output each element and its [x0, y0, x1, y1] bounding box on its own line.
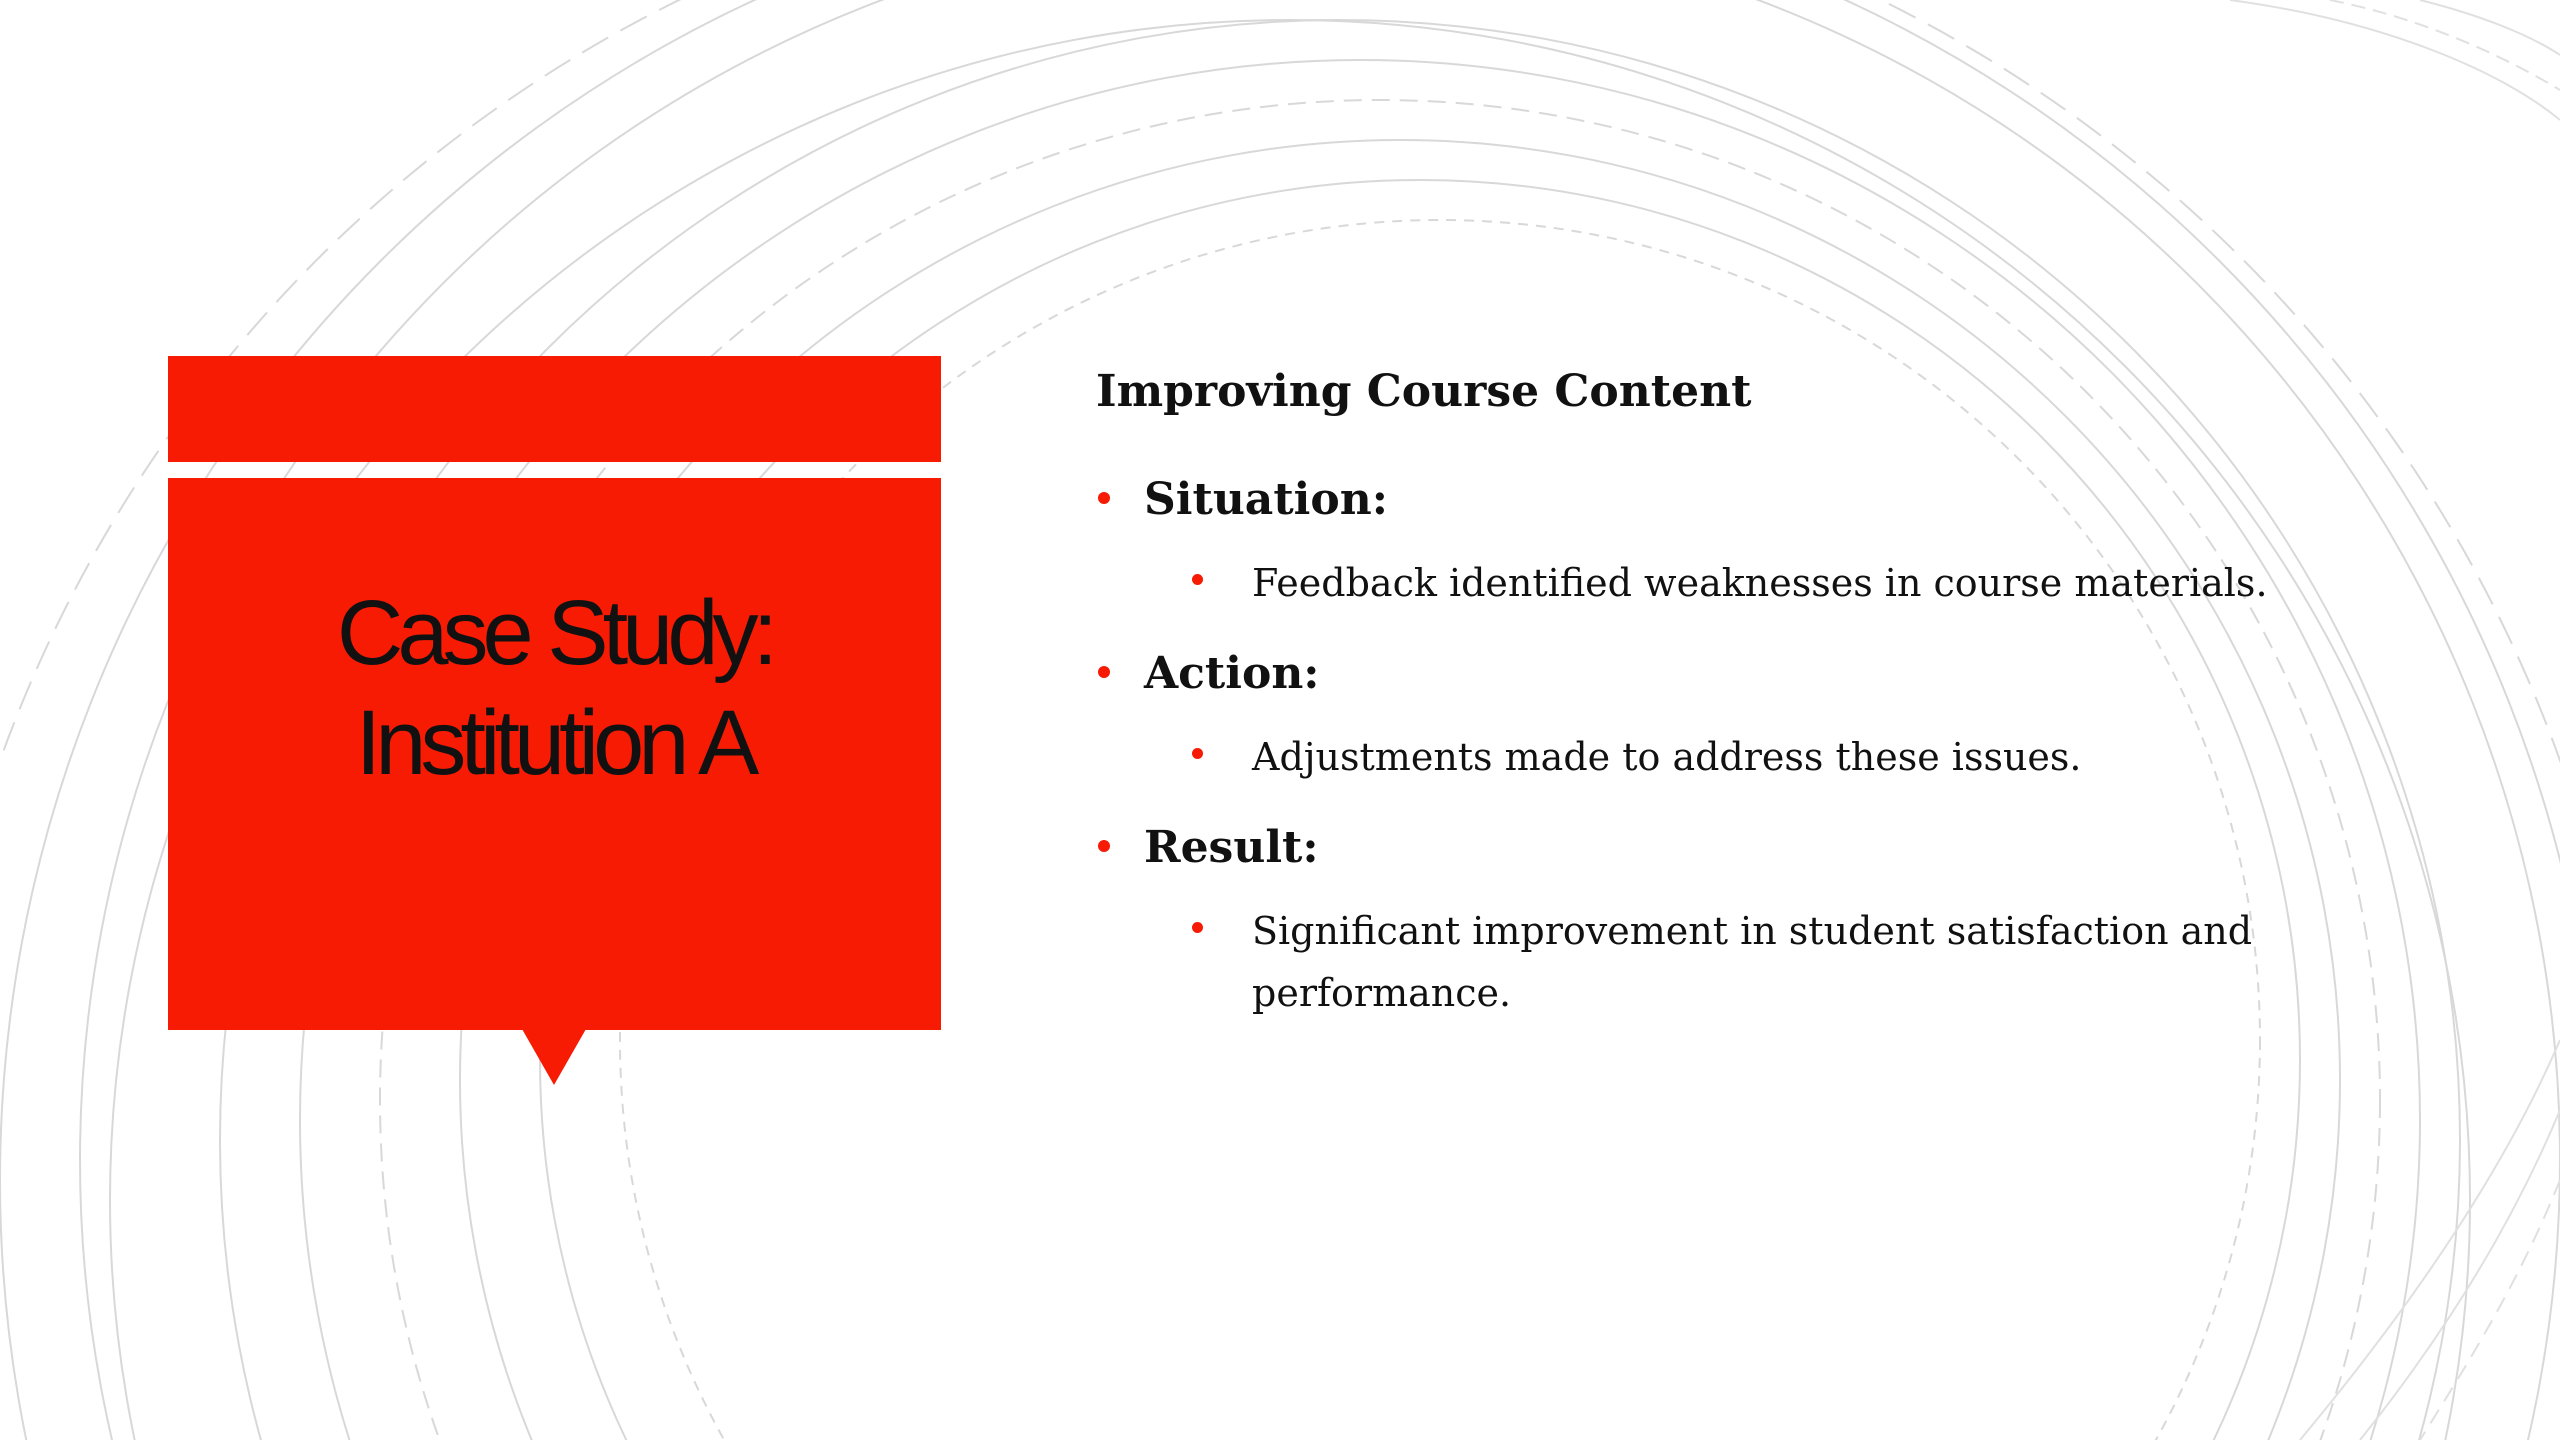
bullet-dot-icon — [1098, 492, 1110, 504]
content-area — [1096, 360, 2476, 1052]
bullet-dot-icon — [1192, 748, 1203, 759]
slide-title-line-2: Institution A — [355, 692, 754, 794]
bullet-item-situation — [1096, 468, 2476, 532]
sub-bullet-situation — [1096, 552, 2352, 614]
bullet-dot-icon — [1192, 574, 1203, 585]
bullet-item-action — [1096, 642, 2476, 706]
sub-bullet-text: Significant improvement in student satisfaction and performance. — [1252, 909, 2253, 1015]
bullet-label: Situation: — [1144, 474, 1388, 525]
title-box-pointer — [522, 1029, 586, 1085]
bullet-label: Result: — [1144, 822, 1319, 873]
bullet-dot-icon — [1098, 840, 1110, 852]
sub-bullet-text: Feedback identified weaknesses in course materials. — [1252, 561, 2268, 605]
accent-bar — [168, 356, 941, 462]
sub-bullet-result — [1096, 900, 2352, 1024]
slide-title-line-1: Case Study: — [336, 582, 773, 684]
bullet-item-result — [1096, 816, 2476, 880]
bullet-dot-icon — [1192, 922, 1203, 933]
bullet-dot-icon — [1098, 666, 1110, 678]
sub-bullet-action — [1096, 726, 2352, 788]
slide-title — [168, 578, 941, 798]
content-heading: Improving Course Content — [1096, 366, 1752, 417]
bullet-label: Action: — [1144, 648, 1320, 699]
sub-bullet-text: Adjustments made to address these issues. — [1252, 735, 2082, 779]
